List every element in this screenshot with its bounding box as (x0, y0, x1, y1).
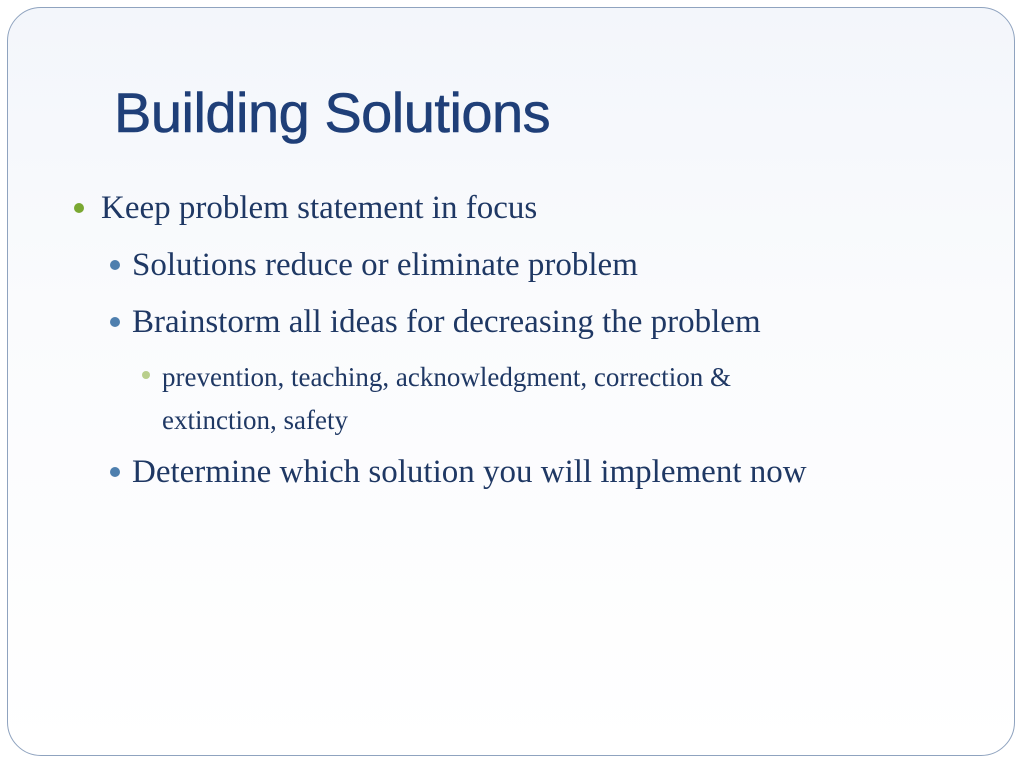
bullet-level3-line1: prevention, teaching, acknowledgment, correction & (162, 362, 732, 392)
bullet-dot-level2 (110, 317, 120, 327)
bullet-level2: Brainstorm all ideas for decreasing the problem (132, 304, 761, 340)
slide-title: Building Solutions (114, 81, 551, 144)
bullet-level2: Solutions reduce or eliminate problem (132, 247, 638, 283)
bullet-level2: Determine which solution you will implement now (132, 454, 807, 490)
bullet-dot-level2 (110, 260, 120, 270)
bullet-dot-level1 (74, 203, 84, 213)
bullet-level1: Keep problem statement in focus (101, 190, 538, 226)
bullet-level3-line2: extinction, safety (162, 405, 348, 435)
bullet-level3 (162, 356, 922, 442)
bullet-dot-level2 (110, 467, 120, 477)
bullet-dot-level3 (142, 371, 150, 379)
